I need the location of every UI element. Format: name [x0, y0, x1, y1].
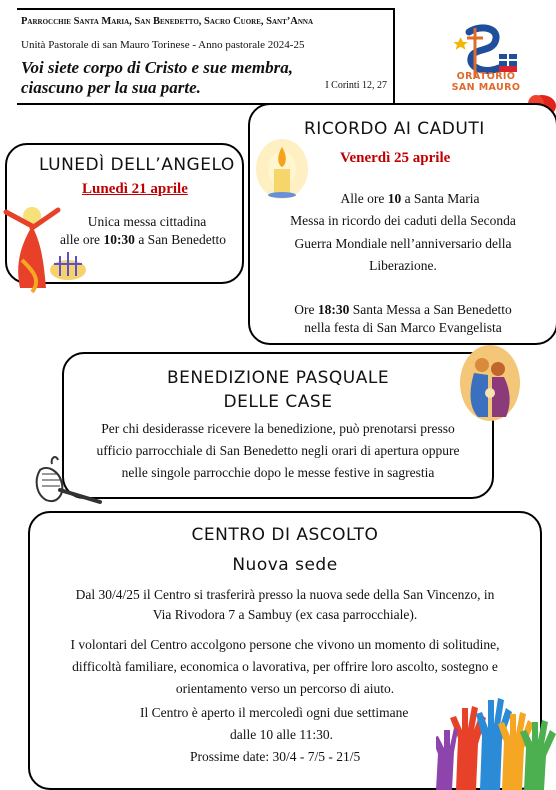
ascolto-p2-line-1: I volontari del Centro accolgono persone che vivono un momento di solitudine,: [70, 637, 500, 652]
box-ricordo-caduti: [248, 103, 556, 345]
box-benedizione-pasquale: [62, 352, 494, 499]
logo-text-oratorio: ORATORIO: [456, 71, 516, 82]
caduti-title: RICORDO AI CADUTI: [304, 119, 485, 139]
angelo-date: Lunedì 21 aprile: [82, 181, 188, 197]
caduti-l1-time: 10: [387, 191, 402, 206]
parishes-title: Parrocchie Santa Maria, San Benedetto, Sacro Cuore, Sant’Anna: [21, 16, 314, 27]
pasquale-title-2: DELLE CASE: [223, 392, 333, 412]
aspergillum-icon: [30, 450, 102, 512]
quote-line-2: ciascuno per la sua parte.: [21, 78, 201, 97]
angelo-line-1: Unica messa cittadina: [87, 214, 207, 229]
caduti-line-6: nella festa di San Marco Evangelista: [304, 320, 502, 335]
ascolto-p2-line-2: difficoltà familiare, economica o lavorativa, per offrire loro ascolto, sostegno e: [72, 659, 498, 674]
holy-family-icon: [458, 343, 522, 423]
risen-christ-icon: [2, 200, 90, 298]
candle-icon: [254, 135, 316, 205]
header-box: [17, 8, 395, 105]
caduti-date: Venerdì 25 aprile: [340, 150, 451, 166]
angelo-time-suffix: a San Benedetto: [134, 232, 227, 247]
ascolto-p3-line-2: dalle 10 alle 11:30.: [230, 727, 333, 742]
pasquale-line-1: Per chi desiderasse ricevere la benedizione, può prenotarsi presso: [101, 421, 455, 436]
caduti-l5-time: 18:30: [317, 302, 350, 317]
caduti-l1-prefix: Alle ore: [340, 191, 388, 206]
ascolto-p3-line-3: Prossime date: 30/4 - 7/5 - 21/5: [190, 749, 361, 764]
pasquale-line-3: nelle singole parrocchie dopo le messe festive in sagrestia: [121, 465, 435, 480]
quote-line-1: Voi siete corpo di Cristo e sue membra,: [21, 58, 293, 77]
ascolto-title: CENTRO DI ASCOLTO: [191, 525, 379, 545]
caduti-line-2: Messa in ricordo dei caduti della Seconda: [290, 213, 516, 228]
caduti-l5-suffix: Santa Messa a San Benedetto: [349, 302, 512, 317]
ascolto-p3-line-1: Il Centro è aperto il mercoledì ogni due settimane: [140, 705, 409, 720]
raised-hands-icon: [436, 678, 556, 790]
ascolto-subtitle: Nuova sede: [232, 555, 338, 575]
ascolto-p1-line-2: Via Rivodora 7 a Sambuy (ex casa parrocchiale).: [152, 607, 418, 622]
ascolto-p2-line-3: orientamento verso un percorso di aiuto.: [175, 681, 395, 696]
angelo-title: LUNEDÌ DELL’ANGELO: [39, 155, 235, 175]
caduti-l1-suffix: a Santa Maria: [401, 191, 480, 206]
logo-text-san-mauro: SAN MAURO: [451, 82, 521, 93]
angelo-time: 10:30: [103, 232, 135, 247]
angelo-time-prefix: alle ore: [59, 232, 104, 247]
pastoral-unit: Unità Pastorale di san Mauro Torinese - Anno pastorale 2024-25: [21, 39, 305, 51]
pasquale-title-1: BENEDIZIONE PASQUALE: [166, 368, 390, 388]
caduti-line-3: Guerra Mondiale nell’anniversario della: [294, 236, 512, 251]
pasquale-line-2: ufficio parrocchiale di San Benedetto negli orari di apertura oppure: [96, 443, 460, 458]
quote-reference: I Corinti 12, 27: [325, 80, 387, 91]
ascolto-p1-line-1: Dal 30/4/25 il Centro si trasferirà presso la nuova sede della San Vincenzo, in: [75, 587, 495, 602]
caduti-l5-prefix: Ore: [294, 302, 318, 317]
caduti-line-4: Liberazione.: [369, 258, 437, 273]
